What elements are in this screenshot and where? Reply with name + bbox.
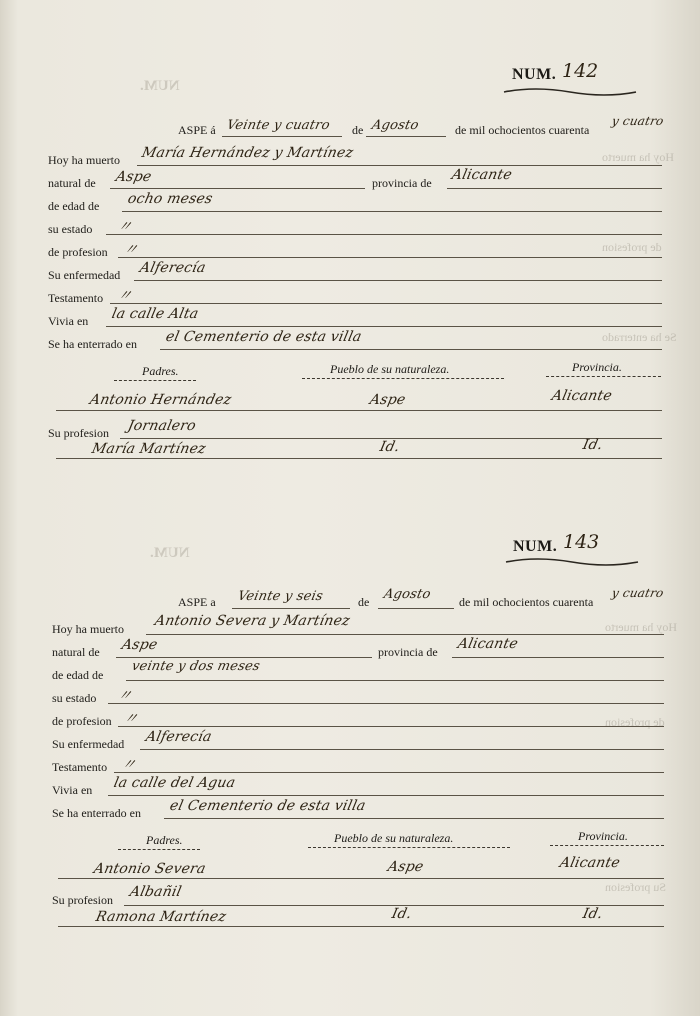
record-number-value: 143 (563, 531, 600, 553)
age-value: veinte y dos meses (130, 659, 262, 674)
num-flourish (500, 86, 640, 98)
record-day: Veinte y seis (236, 589, 325, 604)
father-profession: Albañil (128, 884, 183, 900)
enfermedad-label: Su enfermedad (52, 737, 125, 751)
father-name: Antonio Hernández (88, 392, 233, 408)
testamento-value: 〃 (120, 757, 138, 773)
father-town: Aspe (386, 859, 426, 875)
de-label: de (358, 595, 370, 609)
natural-town: Aspe (120, 637, 160, 653)
mother-name: María Martínez (90, 441, 208, 457)
natural-label: natural de (48, 176, 96, 190)
enfermedad-value: Alferecía (144, 729, 214, 745)
natural-label: natural de (52, 645, 100, 659)
age-label: de edad de (48, 199, 100, 213)
year-label: de mil ochocientos cuarenta (455, 123, 590, 137)
profesion-value: 〃 (122, 711, 140, 727)
mother-province: Id. (581, 437, 605, 453)
father-province: Alicante (550, 388, 614, 404)
bleed-through-text: Hoy ha muerto (602, 150, 674, 164)
bleed-through-num: NUM. (140, 78, 180, 94)
record-number-label: NUM. (513, 538, 558, 555)
age-value: ocho meses (126, 191, 215, 207)
age-label: de edad de (52, 668, 104, 682)
padres-header: Padres. (146, 833, 183, 847)
num-flourish (502, 556, 642, 568)
estado-label: su estado (48, 222, 93, 236)
profesion-label: de profesion (52, 714, 112, 728)
su-profesion-label: Su profesion (48, 426, 109, 440)
year-suffix: y cuatro (610, 586, 666, 600)
father-town: Aspe (368, 392, 408, 408)
bleed-through-text: Hoy ha muerto (605, 620, 677, 634)
provincia-header: Provincia. (578, 829, 628, 843)
bleed-through-text: Su profesion (605, 880, 666, 894)
testamento-value: 〃 (116, 288, 134, 304)
provincia-header: Provincia. (572, 360, 622, 374)
enterrado-label: Se ha enterrado en (48, 337, 137, 351)
father-province: Alicante (558, 855, 622, 871)
aspe-label: ASPE a (178, 595, 216, 609)
testamento-label: Testamento (52, 760, 108, 774)
testamento-label: Testamento (48, 291, 104, 305)
provincia-value: Alicante (450, 167, 514, 183)
vivia-value: la calle Alta (110, 306, 201, 322)
provincia-label: provincia de (378, 645, 438, 659)
estado-label: su estado (52, 691, 97, 705)
year-suffix: y cuatro (610, 114, 666, 128)
deceased-name: María Hernández y Martínez (140, 145, 355, 161)
bleed-through-num: NUM. (150, 545, 190, 561)
profesion-label: de profesion (48, 245, 108, 259)
mother-province: Id. (581, 906, 605, 922)
enfermedad-value: Alferecía (138, 260, 208, 276)
profesion-value: 〃 (122, 242, 140, 258)
mother-name: Ramona Martínez (94, 909, 228, 925)
pueblo-header: Pueblo de su naturaleza. (330, 362, 450, 376)
deceased-label: Hoy ha muerto (48, 153, 120, 167)
enfermedad-label: Su enfermedad (48, 268, 121, 282)
father-profession: Jornalero (126, 418, 198, 434)
father-name: Antonio Severa (92, 861, 208, 877)
natural-town: Aspe (114, 169, 154, 185)
provincia-value: Alicante (456, 636, 520, 652)
enterrado-label: Se ha enterrado en (52, 806, 141, 820)
mother-town: Id. (390, 906, 414, 922)
estado-value: 〃 (116, 219, 134, 235)
record-day: Veinte y cuatro (225, 118, 332, 133)
pueblo-header: Pueblo de su naturaleza. (334, 831, 454, 845)
record-month: Agosto (370, 118, 421, 133)
vivia-label: Vivia en (52, 783, 93, 797)
de-label: de (352, 123, 364, 137)
deceased-label: Hoy ha muerto (52, 622, 124, 636)
estado-value: 〃 (116, 688, 134, 704)
enterrado-value: el Cementerio de esta villa (164, 329, 364, 345)
bleed-through-text: de profesion (602, 240, 662, 254)
bleed-through-text: Se ha enterrado (602, 330, 677, 344)
bleed-through-text: de profesion (605, 715, 665, 729)
enterrado-value: el Cementerio de esta villa (168, 798, 368, 814)
mother-town: Id. (378, 439, 402, 455)
year-label: de mil ochocientos cuarenta (459, 595, 594, 609)
su-profesion-label: Su profesion (52, 893, 113, 907)
aspe-label: ASPE á (178, 123, 216, 137)
provincia-label: provincia de (372, 176, 432, 190)
deceased-name: Antonio Severa y Martínez (153, 613, 352, 629)
vivia-value: la calle del Agua (112, 775, 237, 791)
record-number-value: 142 (562, 60, 599, 82)
record-number-label: NUM. (512, 66, 557, 83)
padres-header: Padres. (142, 364, 179, 378)
record-month: Agosto (382, 587, 433, 602)
vivia-label: Vivia en (48, 314, 89, 328)
